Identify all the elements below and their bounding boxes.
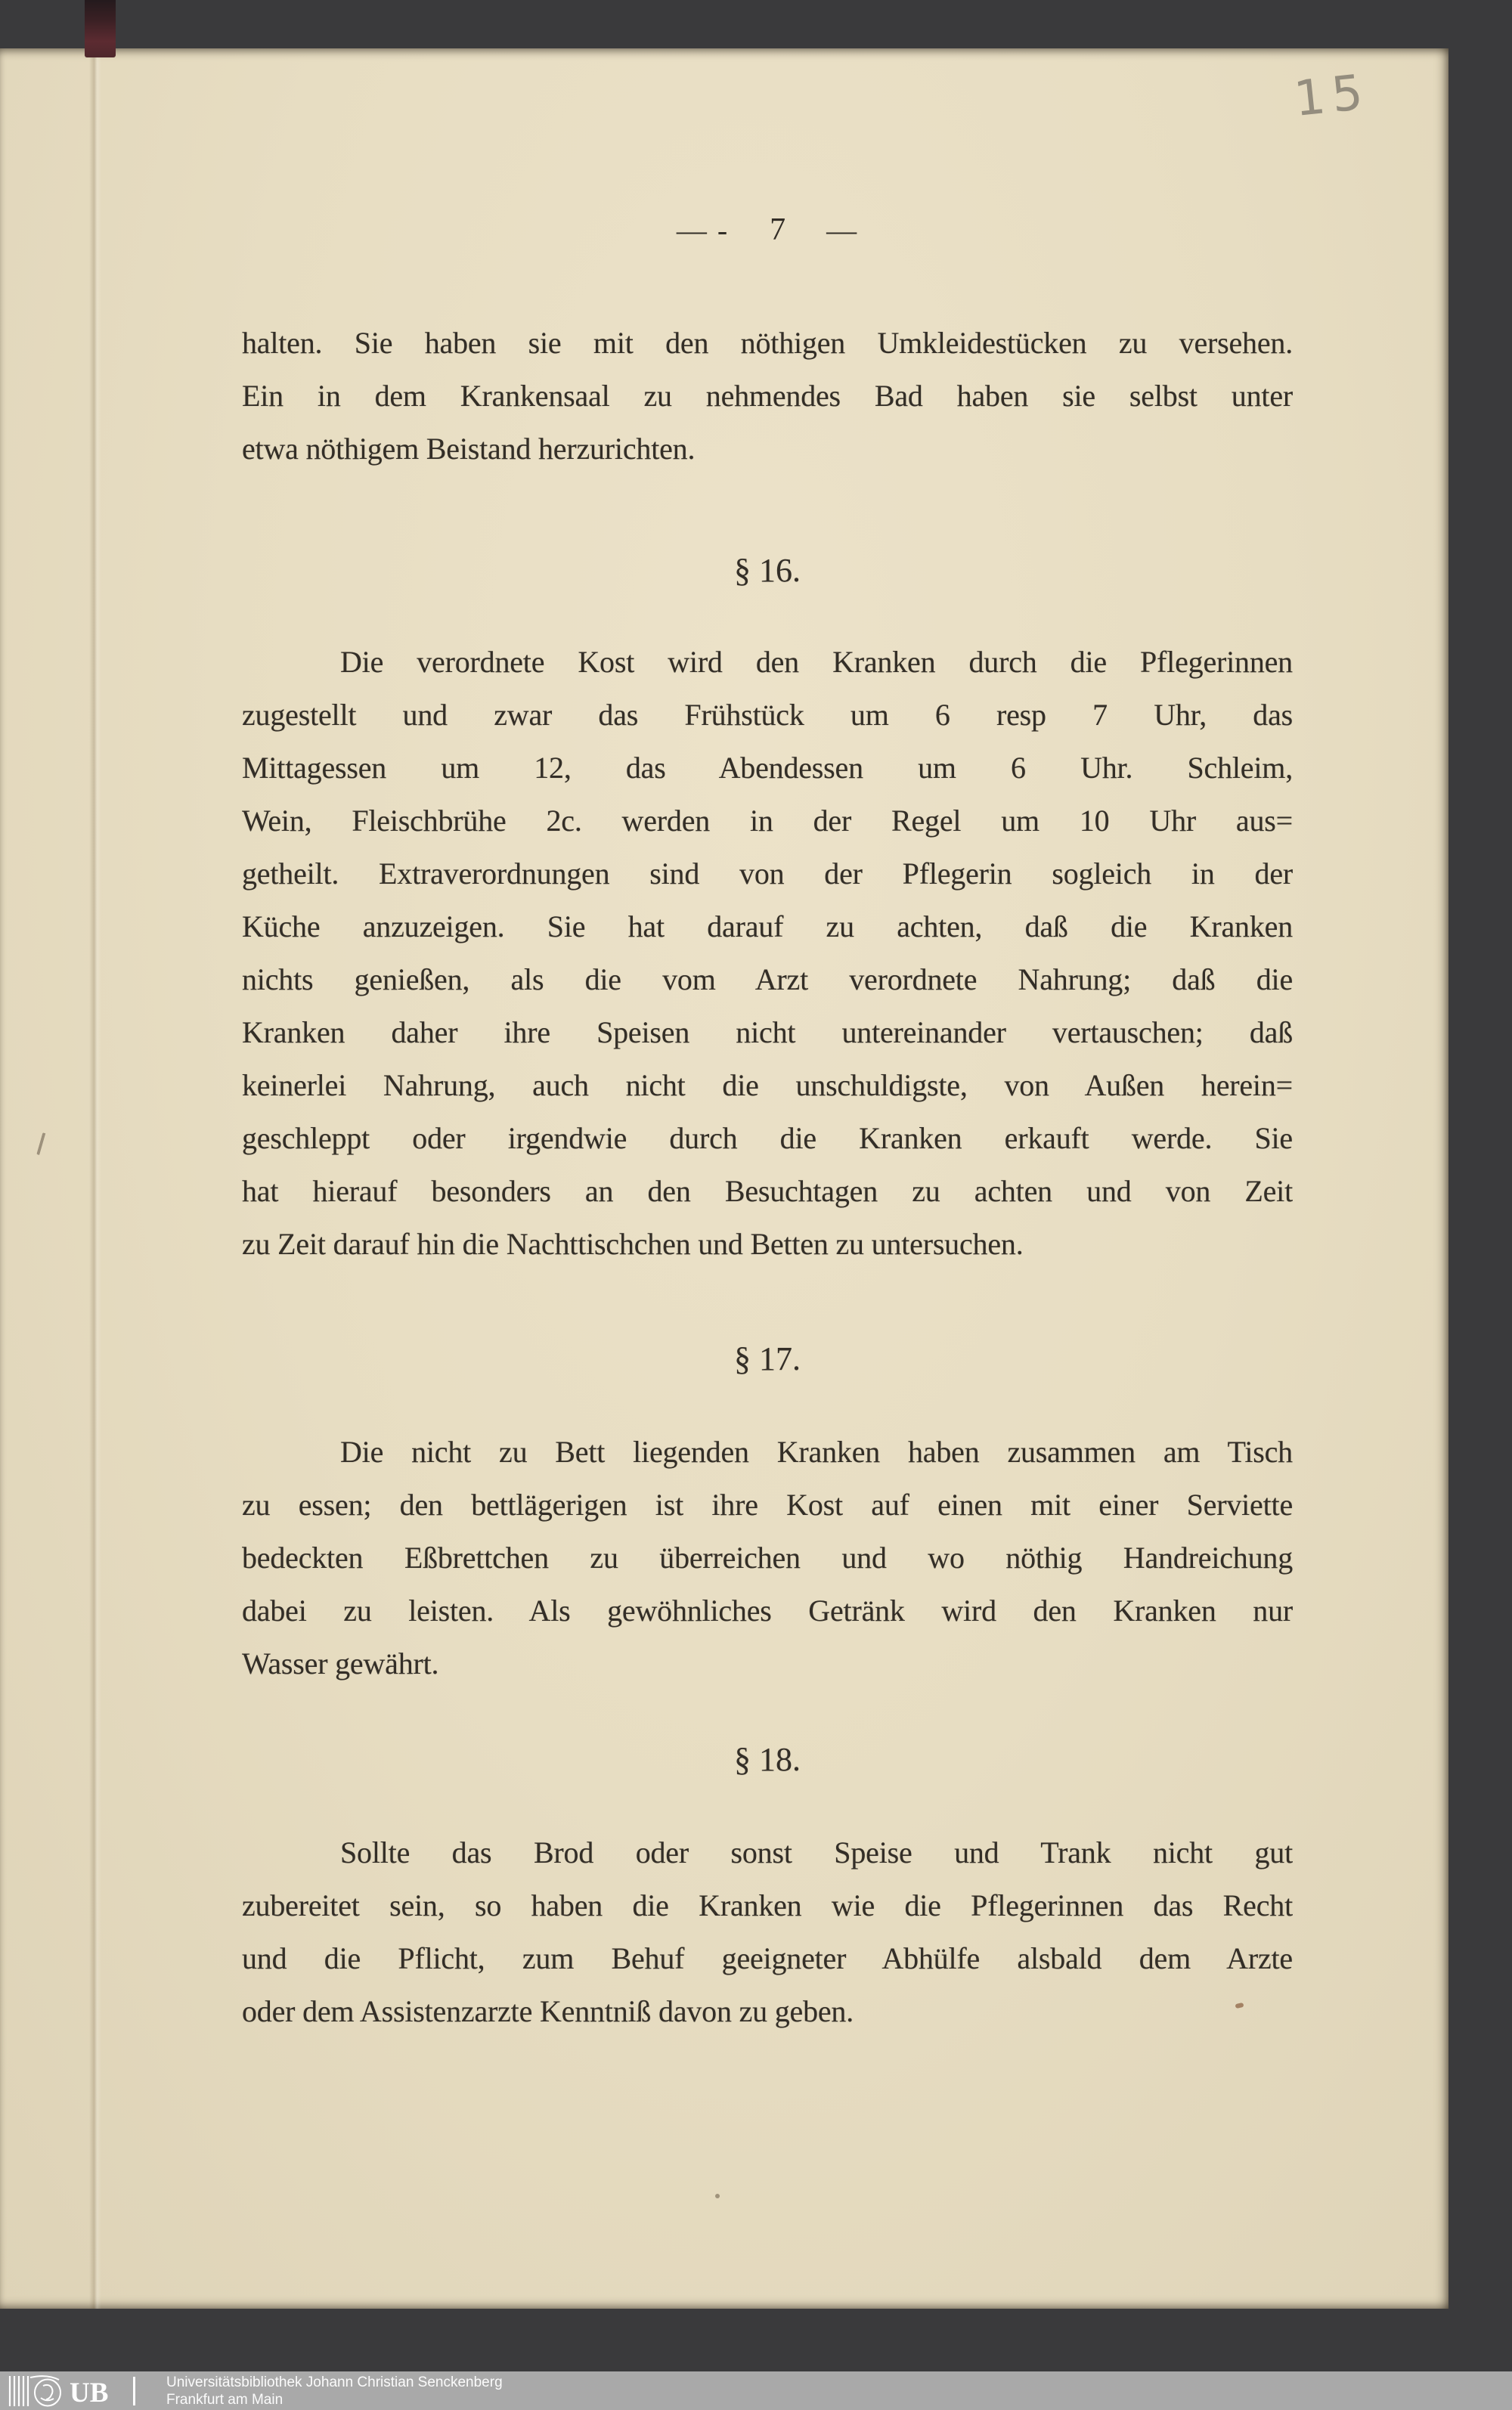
text-line: Küche anzuzeigen. Sie hat darauf zu achten, daß die Kranken bbox=[242, 909, 1293, 943]
library-name: Universitätsbibliothek Johann Christian Senckenberg bbox=[166, 2374, 503, 2390]
library-footer-bar bbox=[0, 2371, 1512, 2410]
text-line: Wasser gewährt. bbox=[242, 1646, 439, 1680]
text-line: Wein, Fleischbrühe 2c. werden in der Regel um 10 Uhr aus= bbox=[242, 804, 1293, 838]
ub-logo-text: UB bbox=[70, 2377, 109, 2407]
text-line: getheilt. Extraverordnungen sind von der Pflegerin sogleich in der bbox=[242, 857, 1293, 891]
text-line: zu Zeit darauf hin die Nachttischchen und Betten zu untersuchen. bbox=[242, 1227, 1024, 1261]
page-fold-crease bbox=[89, 48, 101, 2309]
paragraph-section-16 bbox=[242, 636, 1293, 1271]
page-number: 7 bbox=[770, 212, 786, 247]
text-line: dabei zu leisten. Als gewöhnliches Getränk wird den Kranken nur bbox=[242, 1594, 1293, 1628]
ub-logo bbox=[8, 2375, 150, 2407]
text-line: keinerlei Nahrung, auch nicht die unschuldigste, von Außen herein= bbox=[242, 1068, 1293, 1102]
book-page bbox=[0, 48, 1448, 2309]
text-line: hat hierauf besonders an den Besuchtagen zu achten und von Zeit bbox=[242, 1174, 1293, 1208]
header-rule-left: — - bbox=[676, 212, 730, 247]
text-line: Sollte das Brod oder sonst Speise und Trank nicht gut bbox=[340, 1835, 1293, 1869]
text-line: Die verordnete Kost wird den Kranken durch die Pflegerinnen bbox=[340, 645, 1293, 679]
paragraph-section-17 bbox=[242, 1426, 1293, 1690]
library-caption bbox=[166, 2374, 503, 2408]
text-line: etwa nöthigem Beistand herzurichten. bbox=[242, 432, 696, 466]
text-line: geschleppt oder irgendwie durch die Kranken erkauft werde. Sie bbox=[242, 1121, 1293, 1155]
text-line: Mittagessen um 12, das Abendessen um 6 Uhr. Schleim, bbox=[242, 751, 1293, 785]
section-heading-16: § 16. bbox=[734, 552, 801, 589]
margin-pencil-mark bbox=[36, 1132, 56, 1158]
handwritten-folio-number: 15 bbox=[1291, 64, 1373, 128]
binding-tape bbox=[85, 0, 116, 57]
paragraph-continuation bbox=[242, 317, 1293, 475]
text-line: zugestellt und zwar das Frühstück um 6 resp 7 Uhr, das bbox=[242, 698, 1293, 732]
header-rule-right: — bbox=[826, 212, 859, 247]
text-line: Die nicht zu Bett liegenden Kranken haben zusammen am Tisch bbox=[340, 1435, 1293, 1469]
text-line: bedeckten Eßbrettchen zu überreichen und wo nöthig Handreichung bbox=[242, 1541, 1293, 1575]
text-line: Kranken daher ihre Speisen nicht untereinander vertauschen; daß bbox=[242, 1015, 1293, 1049]
library-city: Frankfurt am Main bbox=[166, 2391, 284, 2408]
text-line: zubereitet sein, so haben die Kranken wie die Pflegerinnen das Recht bbox=[242, 1888, 1293, 1922]
section-heading-17: § 17. bbox=[734, 1340, 801, 1377]
text-line: Ein in dem Krankensaal zu nehmendes Bad haben sie selbst unter bbox=[242, 379, 1293, 413]
text-line: zu essen; den bettlägerigen ist ihre Kost auf einen mit einer Serviette bbox=[242, 1488, 1293, 1522]
senckenberg-portrait-icon bbox=[30, 2376, 60, 2405]
text-line: oder dem Assistenzarzte Kenntniß davon zu geben. bbox=[242, 1994, 854, 2028]
book-spines-icon bbox=[10, 2376, 28, 2406]
section-heading-18: § 18. bbox=[734, 1741, 801, 1778]
text-line: und die Pflicht, zum Behuf geeigneter Abhülfe alsbald dem Arzte bbox=[242, 1941, 1293, 1975]
paragraph-section-18 bbox=[242, 1826, 1293, 2038]
text-line: nichts genießen, als die vom Arzt verordnete Nahrung; daß die bbox=[242, 962, 1293, 996]
paper-speck bbox=[715, 2194, 720, 2198]
text-line: halten. Sie haben sie mit den nöthigen Umkleidestücken zu versehen. bbox=[242, 326, 1293, 360]
page-header bbox=[242, 211, 1293, 249]
logo-divider bbox=[133, 2377, 135, 2405]
